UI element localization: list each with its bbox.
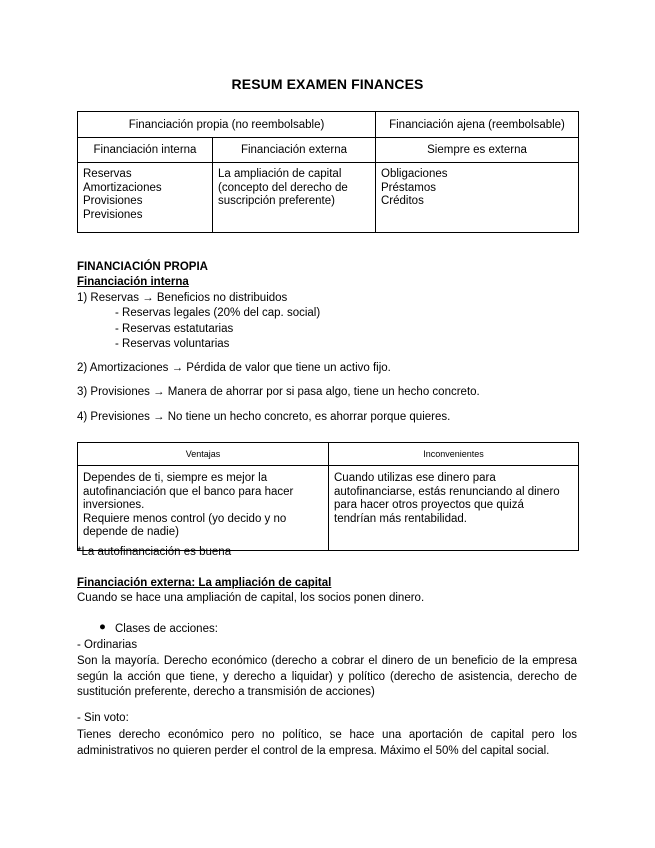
list-item: Créditos: [381, 195, 424, 207]
subheading-externa: Financiación externa: La ampliación de capital: [77, 577, 332, 589]
text-line: autofinanciarse, estás renunciando al dinero: [334, 485, 560, 498]
sub-item-estatutarias: - Reservas estatutarias: [115, 323, 234, 335]
text-line: autofinanciación que el banco para hacer: [83, 485, 294, 498]
text-line: inversiones.: [83, 499, 145, 511]
sub-item-legales: - Reservas legales (20% del cap. social): [115, 307, 321, 319]
text-line: (concepto del derecho de: [218, 181, 348, 194]
header-ajena: Financiación ajena (reembolsable): [376, 112, 579, 138]
text-line: Cuando utilizas ese dinero para: [334, 472, 496, 484]
sub-item-voluntarias: - Reservas voluntarias: [115, 338, 230, 350]
section-heading-propia: FINANCIACIÓN PROPIA: [77, 261, 208, 273]
sinvoto-label: - Sin voto:: [77, 712, 129, 724]
cell-interna-items: [78, 163, 213, 233]
list-item: Amortizaciones: [83, 181, 162, 194]
pros-cons-table: [77, 442, 579, 551]
item-provisiones: 3) Provisiones → Manera de ahorrar por si pasa algo, tiene un hecho concreto.: [77, 386, 480, 398]
header-propia: Financiación propia (no reembolsable): [78, 112, 376, 138]
text-line: depende de nadie): [83, 526, 179, 538]
subheading-interna: Financiación interna: [77, 276, 189, 288]
sinvoto-text: Tienes derecho económico pero no político, se hace una aportación de capital pero los administrativos no quieren perder el control de la empresa. Máximo el 50% del capital social.: [77, 729, 577, 757]
document-title: RESUM EXAMEN FINANCES: [231, 76, 424, 92]
cell-externa-text: [213, 163, 376, 233]
item-reservas: 1) Reservas → Beneficios no distribuidos: [77, 292, 288, 304]
cell-ventajas: [78, 466, 329, 551]
financing-types-table: [77, 111, 579, 233]
item-previsiones: 4) Previsiones → No tiene un hecho concreto, es ahorrar porque quieres.: [77, 411, 451, 423]
list-item: Préstamos: [381, 181, 436, 194]
list-item: Provisiones: [83, 195, 143, 207]
cell-ajena-items: [376, 163, 579, 233]
text-line: suscripción preferente): [218, 195, 335, 207]
intro-text: Cuando se hace una ampliación de capital, los socios ponen dinero.: [77, 592, 425, 604]
header-inconvenientes: Inconvenientes: [329, 443, 579, 466]
subheader-ajena: Siempre es externa: [376, 138, 579, 163]
text-line: Requiere menos control (yo decido y no: [83, 512, 287, 525]
list-item: Obligaciones: [381, 168, 448, 180]
text-line: Dependes de ti, siempre es mejor la: [83, 472, 268, 484]
header-ventajas: Ventajas: [78, 443, 329, 466]
text-line: La ampliación de capital: [218, 168, 342, 180]
text-line: tendrían más rentabilidad.: [334, 512, 467, 525]
ordinarias-text: Son la mayoría. Derecho económico (derecho a cobrar el dinero de un beneficio de la empresa según la acción que tiene, y derecho a liquidar) y político (derecho de asistencia, derecho de sustitución preferente, derecho a transmisión de acciones): [77, 655, 577, 698]
item-amortizaciones: 2) Amortizaciones → Pérdida de valor que tiene un activo fijo.: [77, 362, 391, 374]
bullet-icon: ●: [99, 621, 106, 633]
footnote: *La autofinanciación es buena: [77, 546, 232, 558]
cell-inconvenientes: [329, 466, 579, 551]
list-item: Previsiones: [83, 208, 143, 221]
list-item: Reservas: [83, 168, 132, 180]
text-line: para hacer otros proyectos que quizá: [334, 499, 524, 511]
ordinarias-label: - Ordinarias: [77, 639, 138, 651]
bullet-text: Clases de acciones:: [115, 623, 218, 635]
subheader-externa: Financiación externa: [213, 138, 376, 163]
subheader-interna: Financiación interna: [78, 138, 213, 163]
